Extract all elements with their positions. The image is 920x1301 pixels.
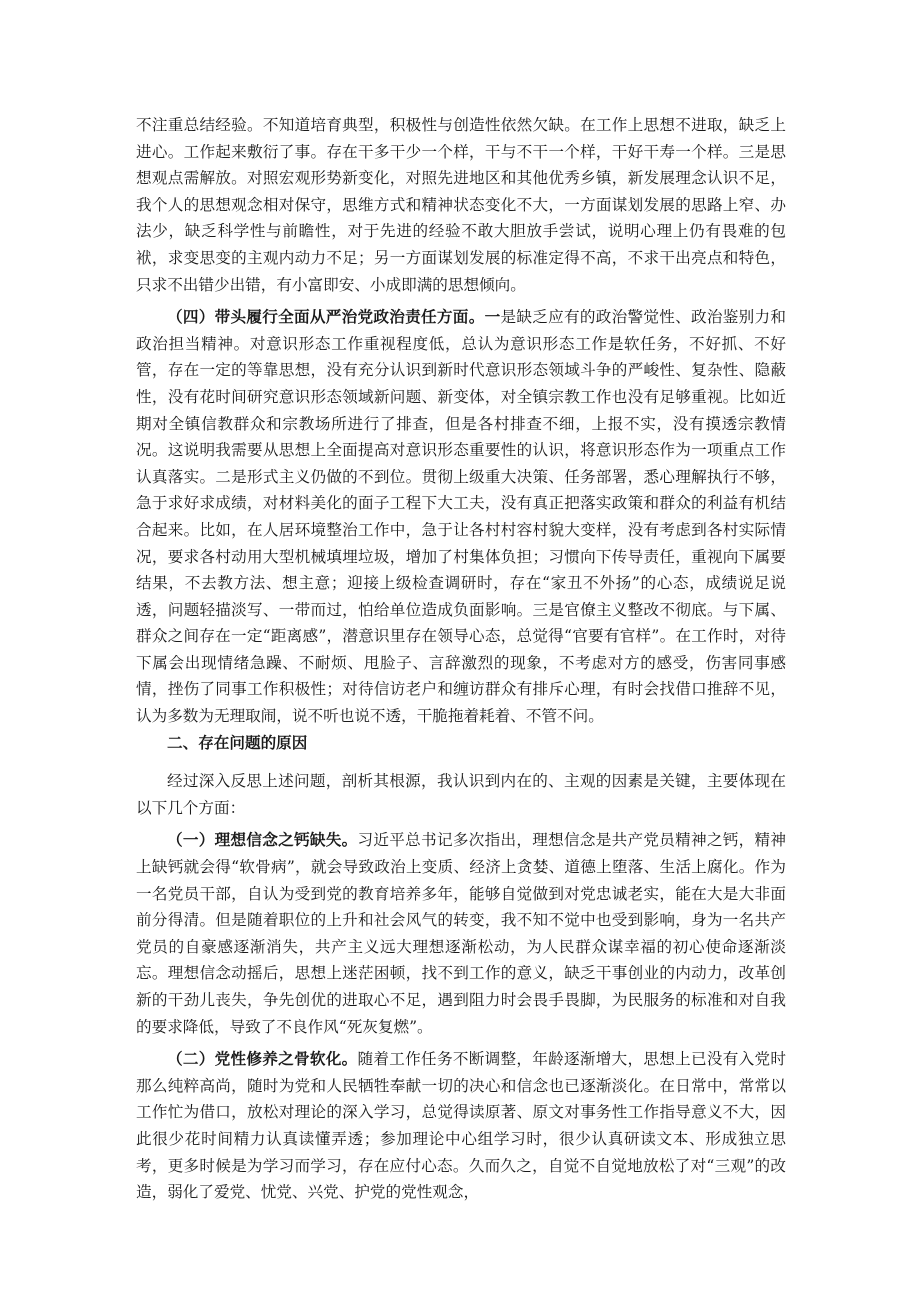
paragraph-lead: （二）党性修养之骨软化。: [167, 1049, 358, 1069]
paragraph-continuation: [136, 112, 786, 298]
paragraph-text: 是缺乏应有的政治警觉性、政治鉴别力和政治担当精神。对意识形态工作重视程度低，总认为意识形态工作是软任务，不好抓、不好管，存在一定的等靠思想，没有充分认识到新时代意识形态领域斗争的严峻性、复杂性、隐蔽性，没有花时间研究意识形态领域新问题、新变体，对全镇宗教工作也没有足够重视。比如近期对全镇信教群众和宗教场所进行了排查，但是各村排查不细，上报不实，没有摸透宗教情况。这说明我需要从思想上全面提高对意识形态重要性的认识，将意识形态作为一项重点工作认真落实。二是形式主义仍做的不到位。贯彻上级重大决策、任务部署，悉心理解执行不够，急于求好求成绩，对材料美化的面子工程下大工夫，没有真正把落实政策和群众的利益有机结合起来。比如，在人居环境整治工作中，急于让各村村容村貌大变样，没有考虑到各村实际情况，要求各村动用大型机械填埋垃圾，增加了村集体负担；习惯向下传导责任，重视向下属要结果，不去教方法、想主意；迎接上级检查调研时，存在“家丑不外扬”的心态，成绩说足说透，问题轻描淡写、一带而过，怕给单位造成负面影响。三是官僚主义整改不彻底。与下属、群众之间存在一定“距离感”，潜意识里存在领导心态，总觉得“官要有官样”。在工作时，对待下属会出现情绪急躁、不耐烦、甩脸子、言辞激烈的现象，不考虑对方的感受，伤害同事感情，挫伤了同事工作积极性；对待信访老户和缠访群众有排斥心理，有时会找借口推辞不见，认为多数为无理取闹，说不听也说不透，干脆拖着耗着、不管不问。: [136, 308, 786, 726]
paragraph-text: 经过深入反思上述问题，剖析其根源，我认识到内在的、主观的因素是关键，主要体现在以下几个方面：: [136, 772, 786, 817]
paragraph-text: 习近平总书记多次指出，理想信念是共产党员精神之钙，精神上缺钙就会得“软骨病”，就会导致政治上变质、经济上贪婪、道德上堕落、生活上腐化。作为一名党员干部，自认为受到党的教育培养多年，能够自觉做到对党忠诚老实，能在大是大非面前分得清。但是随着职位的上升和社会风气的转变，我不知不觉中也受到影响，身为一名共产党员的自豪感逐渐消失，共产主义远大理想逐渐松动，为人民群众谋幸福的初心使命逐渐淡忘。理想信念动摇后，思想上迷茫困顿，找不到工作的意义，缺乏干事创业的内动力，改革创新的干劲儿丧失，争先创优的进取心不足，遇到阻力时会畏手畏脚，为民服务的标准和对自我的要求降低，导致了不良作风“死灰复燃”。: [136, 831, 786, 1036]
section-heading-causes: 二、存在问题的原因: [167, 732, 308, 752]
paragraph-lead: （四）带头履行全面从严治党政治责任方面。一: [167, 307, 501, 327]
paragraph-text: 不注重总结经验。不知道培育典型，积极性与创造性依然欠缺。在工作上思想不进取，缺乏上进心。工作起来敷衍了事。存在干多干少一个样，干与不干一个样，干好干寿一个样。三是思想观点需解放。对照宏观形势新变化，对照先进地区和其他优秀乡镇，新发展理念认识不足，我个人的思想观念相对保守，思维方式和精神状态变化不大，一方面谋划发展的思路上窄、办法少，缺乏科学性与前瞻性，对于先进的经验不敢大胆放手尝试，说明心理上仍有畏难的包袱，求变思变的主观内动力不足；另一方面谋划发展的标准定得不高，不求干出亮点和特色，只求不出错少出错，有小富即安、小成即满的思想倾向。: [136, 116, 786, 294]
paragraph-causes-intro: [136, 768, 786, 821]
document-page: [136, 112, 786, 1206]
paragraph-text: 随着工作任务不断调整，年龄逐渐增大，思想上已没有入党时那么纯粹高尚，随时为党和人民牺牲奉献一切的决心和信念也已逐渐淡化。在日常中，常常以工作忙为借口，放松对理论的深入学习，总觉得读原著、原文对事务性工作指导意义不大，因此很少花时间精力认真读懂弄透；参加理论中心组学习时，很少认真研读文本、形成独立思考，更多时候是为学习而学习，存在应付心态。久而久之，自觉不自觉地放松了对“三观”的改造，弱化了爱党、忧党、兴党、护党的党性观念，: [136, 1050, 786, 1202]
paragraph-lead: （一）理想信念之钙缺失。: [167, 830, 358, 850]
paragraph-cause-one: [136, 827, 786, 1040]
paragraph-section-four: [136, 304, 786, 730]
paragraph-cause-two: [136, 1046, 786, 1206]
